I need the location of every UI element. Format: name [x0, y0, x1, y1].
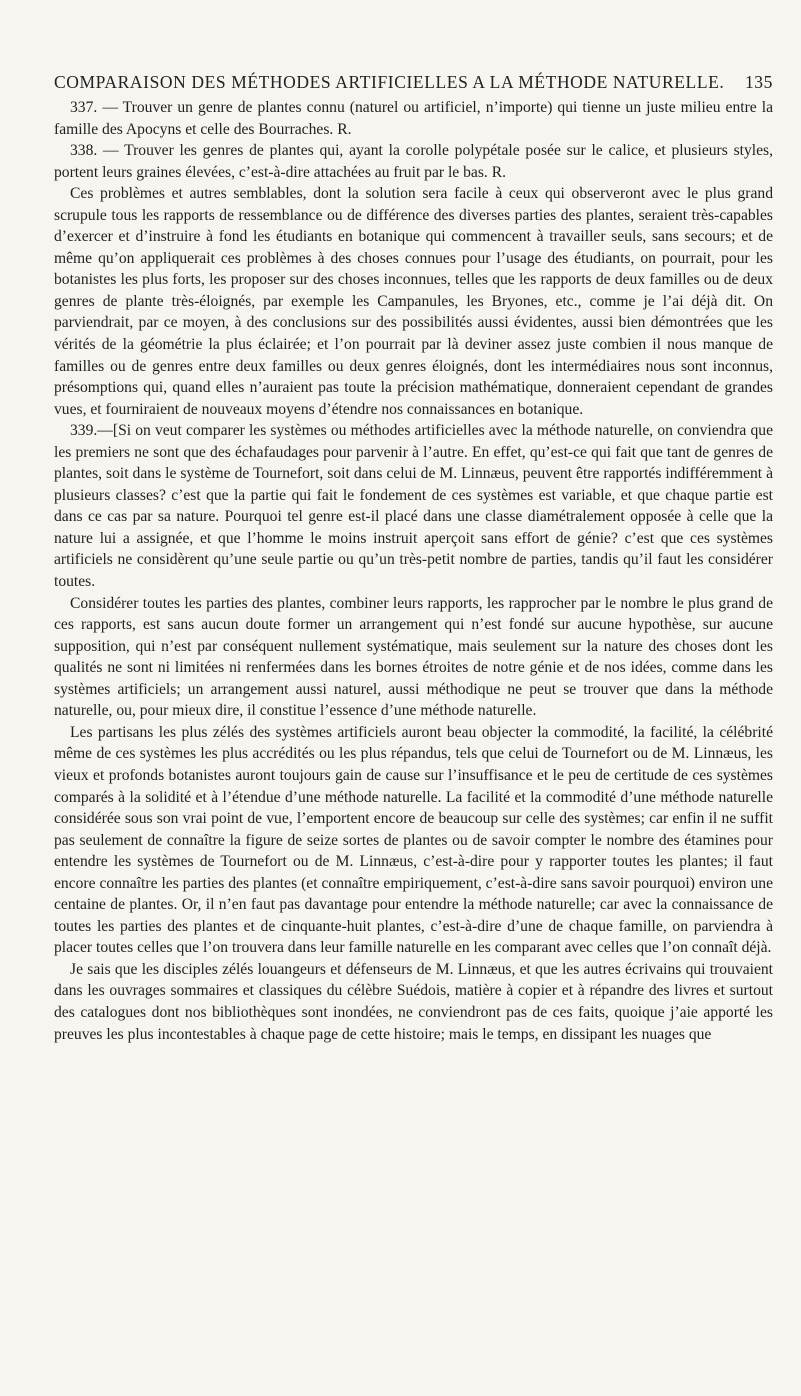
- page-number: 135: [744, 72, 773, 92]
- paragraph-considerer: Considérer toutes les parties des plantes, combiner leurs rapports, les rapprocher par le nombre le plus grand de ces rapports, est sans aucun doute former un arrangement qui n’est fondé sur aucune hypothèse, sur aucune supposition, qui n’est par conséquent nullement systématique, mais seulement sur la nature des choses dont les qualités ne sont ni limitées ni renfermées dans les bornes étroites de notre génie et de nos idées, comme dans les systèmes artificiels; un arrangement aussi naturel, aussi méthodique ne peut se trouver que dans la méthode naturelle, ou, pour mieux dire, il constitue l’essence d’une méthode naturelle.: [54, 594, 773, 720]
- paragraph-337: 337. — Trouver un genre de plantes connu (naturel ou artificiel, n’importe) qui tienne un juste milieu entre la famille des Apocyns et celle des Bourraches. R.: [54, 99, 773, 138]
- paragraph-problems: Ces problèmes et autres semblables, dont la solution sera facile à ceux qui observeront avec le plus grand scrupule tous les rapports de ressemblance ou de différence des diverses parties des plantes, seraient très-capables d’exercer et d’instruire à fond les étudiants en botanique qui commencent à travailler seuls, sans secours; et de même qu’on appliquerait ces problèmes à des choses connues pour l’usage des étudiants, on pourrait, pour les botanistes les plus forts, les proposer sur des choses inconnues, telles que les rapports de deux familles ou de deux genres de plante très-éloignés, par exemple les Campanules, les Bryones, etc., comme je l’ai déjà dit. On parviendrait, par ce moyen, à des conclusions sur des possibilités aussi évidentes, aussi bien démontrées que les vérités de la géométrie la plus éclairée; et l’on pourrait par là deviner assez juste combien il nous manque de familles ou de genres entre deux familles ou deux genres éloignés, dont les intermédiaires nous sont inconnus, présomptions qui, quand elles n’auraient pas toute la précision mathématique, donneraient cependant de grandes vues, et fourniraient de nouveaux moyens d’étendre nos connaissances en botanique.: [54, 185, 773, 418]
- body-text: [54, 97, 773, 1045]
- running-title: COMPARAISON DES MÉTHODES ARTIFICIELLES A LA MÉTHODE NATURELLE.: [54, 72, 725, 92]
- paragraph-339: 339.—[Si on veut comparer les systèmes ou méthodes artificielles avec la méthode naturelle, on conviendra que les premiers ne sont que des échafaudages pour parvenir à l’autre. En effet, qu’est-ce qui fait que tant de genres de plantes, soit dans le système de Tournefort, soit dans celui de M. Linnæus, peuvent être rapportés indifféremment à plusieurs classes? c’est que la partie qui fait le fondement de ces systèmes est variable, et que chaque partie est dans ce cas par sa nature. Pourquoi tel genre est-il placé dans une classe diamétralement opposée à celle que la nature lui a assignée, et que l’homme le moins instruit aperçoit sans effort de génie? c’est que ces systèmes artificiels ne considèrent qu’une seule partie ou qu’un très-petit nombre de parties, tandis qu’il faut les considérer toutes.: [54, 422, 773, 591]
- paragraph-partisans: Les partisans les plus zélés des systèmes artificiels auront beau objecter la commodité, la facilité, la célébrité même de ces systèmes les plus accrédités ou les plus répandus, tels que celui de Tournefort ou de M. Linnæus, les vieux et profonds botanistes auront toujours gain de cause sur l’insuffisance et le peu de certitude de ces systèmes comparés à la solidité et à l’étendue d’une méthode naturelle. La facilité et la commodité d’une méthode naturelle considérée sous son vrai point de vue, l’emportent encore de beaucoup sur celle des systèmes; car enfin il ne suffit pas seulement de connaître la figure de seize sortes de plantes ou de savoir compter le nombre des étamines pour entendre les systèmes de Tournefort ou de M. Linnæus, c’est-à-dire pour y rapporter toutes les plantes; il faut encore connaître les parties des plantes (et connaître empiriquement, c’est-à-dire sans savoir pourquoi) environ une centaine de plantes. Or, il n’en faut pas davantage pour entendre la méthode naturelle; car avec la connaissance de toutes les parties des plantes et de cinquante-huit plantes, c’est-à-dire d’une de chaque famille, on parviendra à placer toutes celles que l’on trouvera dans leur famille naturelle en les comparant avec celles que l’on connaît déjà.: [54, 723, 773, 957]
- running-head: [54, 72, 773, 93]
- paragraph-disciples: Je sais que les disciples zélés louangeurs et défenseurs de M. Linnæus, et que les autres écrivains qui trouvaient dans les ouvrages sommaires et classiques du célèbre Suédois, matière à copier et à répandre des livres et surtout des catalogues dont nos bibliothèques sont inondées, ne conviendront pas de ces faits, quoique j’aie apporté les preuves les plus incontestables à chaque page de cette histoire; mais le temps, en dissipant les nuages que: [54, 960, 773, 1043]
- paragraph-338: 338. — Trouver les genres de plantes qui, ayant la corolle polypétale posée sur le calice, et plusieurs styles, portent leurs graines élevées, c’est-à-dire attachées au fruit par le bas. R.: [54, 142, 773, 181]
